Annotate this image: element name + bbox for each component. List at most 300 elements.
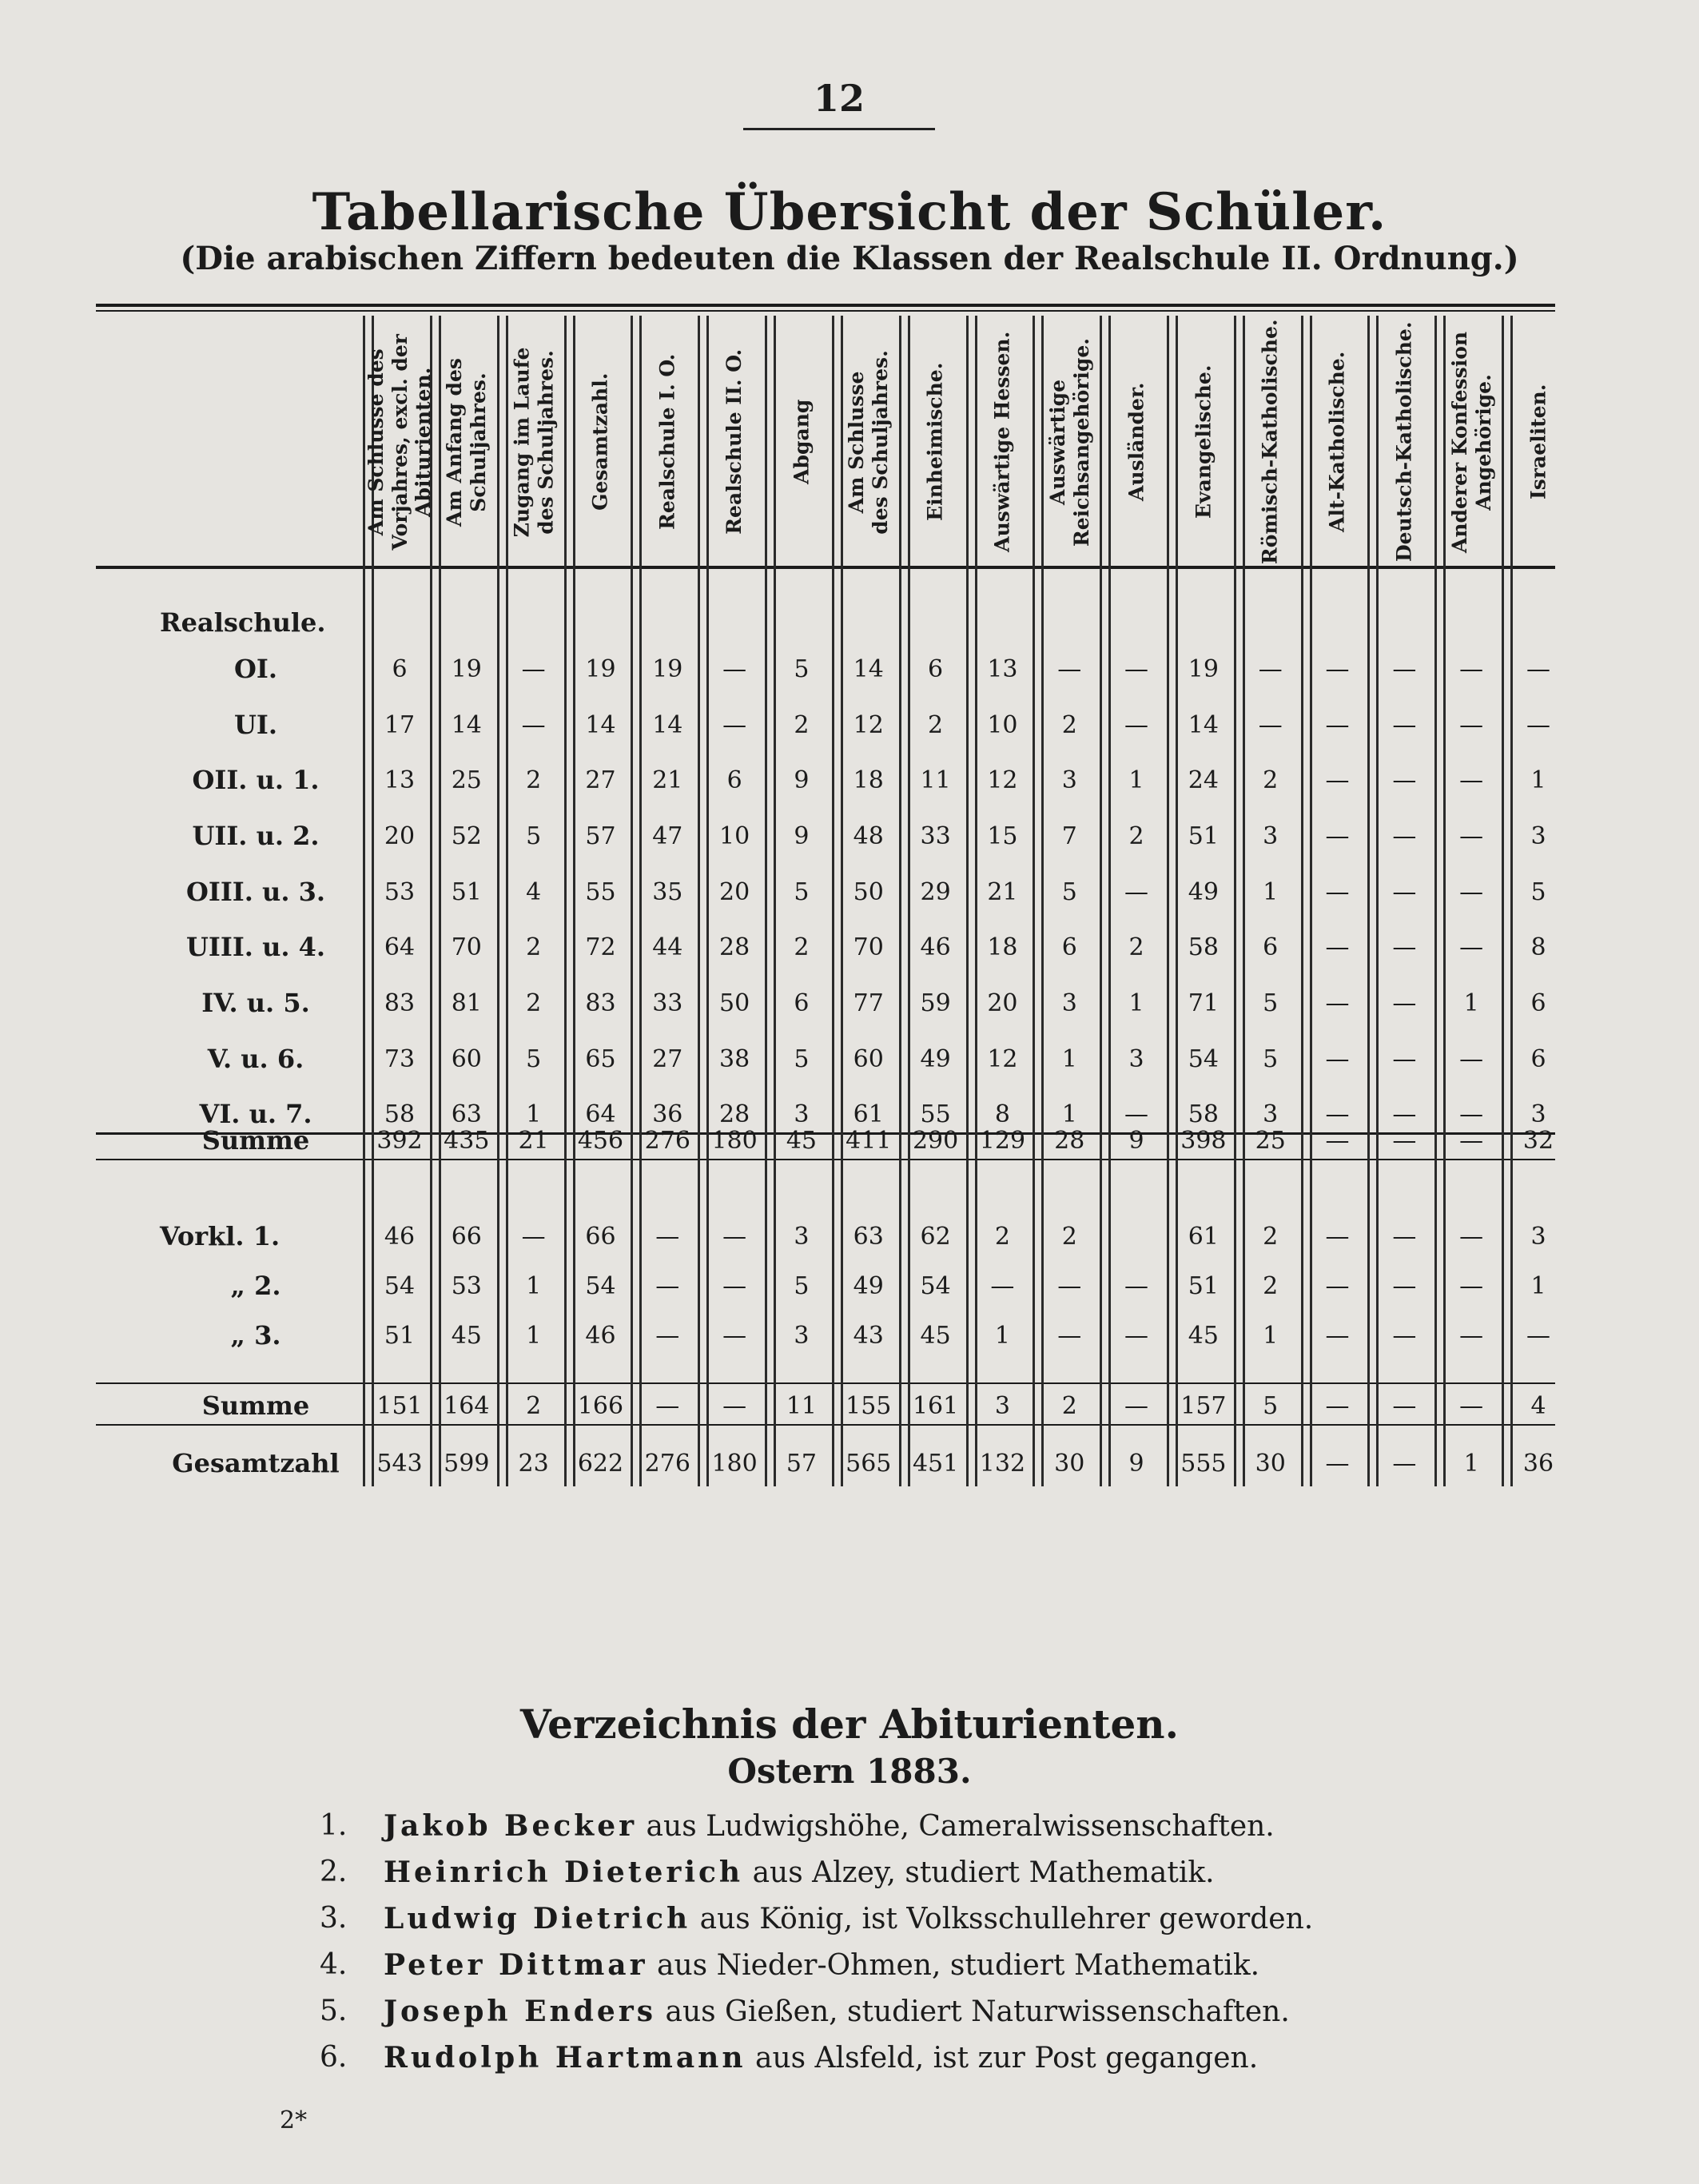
table-cell: 13 — [987, 655, 1018, 683]
table-cell: 11 — [786, 1392, 818, 1420]
table-top-rule — [96, 304, 1555, 307]
abiturienten-subtitle: Ostern 1883. — [727, 1752, 972, 1791]
column-header — [502, 326, 566, 558]
column-header-line: Israeliten. — [1526, 384, 1550, 500]
column-header-line: Am Schlusse — [845, 371, 869, 513]
table-row-label: VI. u. 7. — [199, 1099, 312, 1129]
table-cell: 6 — [1061, 933, 1077, 961]
column-header — [770, 326, 834, 558]
column-header — [364, 326, 435, 558]
table-cell: 12 — [987, 1045, 1018, 1073]
abiturient-name: Jakob Becker — [384, 1809, 638, 1843]
table-cell: — — [1459, 1100, 1484, 1128]
table-cell: 3 — [1530, 822, 1546, 850]
table-cell: 51 — [384, 1322, 416, 1350]
table-cell: 64 — [585, 1100, 616, 1128]
table-cell: — — [1057, 1322, 1082, 1350]
table-cell: 14 — [585, 711, 616, 739]
page-number: 12 — [813, 77, 865, 120]
table-cell: — — [1392, 1223, 1417, 1251]
table-cell: — — [1325, 1045, 1350, 1073]
table-cell: 411 — [846, 1127, 892, 1155]
table-cell: — — [722, 1223, 747, 1251]
table-cell: — — [1325, 1127, 1350, 1155]
table-cell: 28 — [719, 933, 750, 961]
table-cell: 2 — [1128, 933, 1144, 961]
column-header — [1372, 321, 1436, 563]
column-header-line: Anderer Konfession — [1447, 331, 1471, 553]
table-cell: 132 — [979, 1450, 1026, 1478]
summe-bottom-rule — [96, 1159, 1555, 1160]
table-cell: — — [722, 1392, 747, 1420]
table-row-label: OI. — [234, 654, 277, 684]
table-row-label: V. u. 6. — [207, 1044, 304, 1074]
table-cell: 6 — [1530, 989, 1546, 1017]
table-cell: — — [1459, 711, 1484, 739]
table-cell: — — [1526, 1322, 1550, 1350]
table-cell: — — [1392, 933, 1417, 961]
abiturient-details: aus König, ist Volksschullehrer geworden. — [699, 1903, 1314, 1935]
abiturient-text — [384, 1948, 1259, 1982]
column-header — [1239, 319, 1303, 565]
table-cell: 71 — [1188, 989, 1219, 1017]
abiturient-number: 1. — [320, 1809, 348, 1842]
table-cell: 2 — [1263, 766, 1279, 794]
column-header — [904, 326, 968, 558]
abiturient-number: 5. — [320, 1995, 348, 2027]
table-cell: 81 — [451, 989, 482, 1017]
table-cell: 161 — [912, 1392, 959, 1420]
table-cell: 6 — [1530, 1045, 1546, 1073]
table-cell: 19 — [1188, 655, 1219, 683]
table-cell: 50 — [853, 878, 884, 906]
table-cell: 1 — [994, 1322, 1010, 1350]
column-header-line: Römisch-Katholische. — [1258, 319, 1282, 565]
table-cell: 24 — [1188, 766, 1219, 794]
table-cell: 49 — [1188, 878, 1219, 906]
table-cell: 72 — [585, 933, 616, 961]
table-cell: 3 — [1128, 1045, 1144, 1073]
table-cell: 3 — [1263, 1100, 1279, 1128]
table-cell: 19 — [652, 655, 683, 683]
table-cell: 49 — [853, 1272, 884, 1300]
table-cell: 180 — [711, 1127, 758, 1155]
abiturient-name: Rudolph Hartmann — [384, 2041, 746, 2075]
table-cell: 25 — [451, 766, 482, 794]
table-cell: 9 — [1128, 1127, 1144, 1155]
table-cell: 5 — [794, 655, 810, 683]
table-cell: 48 — [853, 822, 884, 850]
table-cell: 157 — [1180, 1392, 1227, 1420]
table-cell: 276 — [644, 1127, 690, 1155]
table-cell: — — [1459, 1392, 1484, 1420]
table-cell: 64 — [384, 933, 416, 961]
table-cell: 45 — [920, 1322, 951, 1350]
table-cell: 33 — [920, 822, 951, 850]
summe2-top-rule — [96, 1382, 1555, 1384]
table-cell: 63 — [451, 1100, 482, 1128]
table-cell: 25 — [1255, 1127, 1286, 1155]
table-cell: 622 — [577, 1450, 624, 1478]
table-cell: 9 — [794, 822, 810, 850]
column-header — [1104, 326, 1168, 558]
table-cell: 83 — [585, 989, 616, 1017]
table-cell: 5 — [794, 878, 810, 906]
table-cell: 44 — [652, 933, 683, 961]
table-row-label: OIII. u. 3. — [185, 877, 325, 907]
table-cell: 18 — [853, 766, 884, 794]
table-cell: — — [1392, 1272, 1417, 1300]
table-cell: 58 — [1188, 1100, 1219, 1128]
page-number-rule — [743, 128, 935, 130]
table-cell: 456 — [577, 1127, 624, 1155]
table-cell: 14 — [853, 655, 884, 683]
abiturient-details: aus Alsfeld, ist zur Post gegangen. — [754, 2042, 1259, 2075]
table-cell: 60 — [451, 1045, 482, 1073]
table-cell: 451 — [912, 1450, 959, 1478]
table-cell: 35 — [652, 878, 683, 906]
table-title: Tabellarische Übersicht der Schüler. — [312, 182, 1387, 242]
table-row-label: UI. — [233, 710, 277, 740]
table-cell: 54 — [920, 1272, 951, 1300]
table-cell: 36 — [652, 1100, 683, 1128]
table-cell: 2 — [1061, 1223, 1077, 1251]
abiturient-number: 6. — [320, 2041, 348, 2074]
table-cell: 28 — [1054, 1127, 1085, 1155]
table-cell: 6 — [726, 766, 742, 794]
table-cell: 58 — [384, 1100, 416, 1128]
table-cell: — — [521, 711, 546, 739]
table-cell: 1 — [1530, 1272, 1546, 1300]
table-cell: 57 — [786, 1450, 818, 1478]
abiturient-details: aus Alzey, studiert Mathematik. — [752, 1856, 1215, 1889]
table-cell: — — [1124, 1322, 1149, 1350]
table-cell: 52 — [451, 822, 482, 850]
table-cell: 51 — [1188, 822, 1219, 850]
table-cell: 10 — [987, 711, 1018, 739]
column-header — [1172, 326, 1235, 558]
table-cell: 43 — [853, 1322, 884, 1350]
table-cell: 5 — [526, 1045, 542, 1073]
table-cell: 14 — [652, 711, 683, 739]
table-cell: 10 — [719, 822, 750, 850]
table-cell: 6 — [794, 989, 810, 1017]
signature-mark: 2* — [280, 2106, 308, 2134]
table-cell: 61 — [1188, 1223, 1219, 1251]
table-cell: 2 — [526, 766, 542, 794]
table-cell: 61 — [853, 1100, 884, 1128]
table-cell: 1 — [1463, 1450, 1479, 1478]
table-cell: 1 — [1263, 1322, 1279, 1350]
table-cell: 5 — [1263, 1045, 1279, 1073]
table-cell: 3 — [1061, 766, 1077, 794]
table-cell: 11 — [920, 766, 951, 794]
column-header-line: Auswärtige Hessen. — [990, 331, 1014, 553]
table-cell: — — [1526, 711, 1550, 739]
table-cell: 27 — [652, 1045, 683, 1073]
table-cell: 3 — [1530, 1100, 1546, 1128]
gesamtzahl-row-label: Gesamtzahl — [172, 1448, 340, 1478]
table-cell: 55 — [920, 1100, 951, 1128]
table-cell: 1 — [1530, 766, 1546, 794]
vorklasse-row-label: „ 3. — [230, 1320, 281, 1351]
table-cell: 77 — [853, 989, 884, 1017]
table-cell: 51 — [451, 878, 482, 906]
table-cell: 2 — [1061, 1392, 1077, 1420]
table-cell: — — [1459, 1223, 1484, 1251]
table-cell: 2 — [794, 711, 810, 739]
column-header-line: Zugang im Laufe — [510, 347, 534, 537]
table-cell: — — [1325, 1100, 1350, 1128]
column-header — [1306, 326, 1370, 558]
table-cell: 30 — [1054, 1450, 1085, 1478]
table-cell: — — [1392, 766, 1417, 794]
table-cell: 73 — [384, 1045, 416, 1073]
column-header — [435, 326, 499, 558]
column-header-line: Einheimische. — [923, 362, 947, 522]
table-cell: 19 — [585, 655, 616, 683]
table-cell: 3 — [794, 1100, 810, 1128]
column-header — [837, 326, 901, 558]
vorklasse-row-label: Vorkl. 1. — [160, 1221, 281, 1251]
table-cell: 151 — [376, 1392, 423, 1420]
table-cell: 12 — [853, 711, 884, 739]
summe2-row-label: Summe — [201, 1390, 310, 1421]
table-cell: — — [722, 1322, 747, 1350]
table-cell: 59 — [920, 989, 951, 1017]
table-cell: 15 — [987, 822, 1018, 850]
table-cell: 13 — [384, 766, 416, 794]
table-cell: 21 — [987, 878, 1018, 906]
table-cell: 83 — [384, 989, 416, 1017]
table-cell: 3 — [794, 1322, 810, 1350]
table-cell: — — [1057, 655, 1082, 683]
column-header-line: Realschule I. O. — [655, 353, 679, 531]
table-cell: 14 — [451, 711, 482, 739]
table-cell: 155 — [846, 1392, 892, 1420]
table-cell: — — [722, 1272, 747, 1300]
column-header-line: Angehörige. — [1471, 373, 1495, 511]
column-header-line: Realschule II. O. — [722, 349, 746, 535]
table-cell: 1 — [1263, 878, 1279, 906]
table-cell: 53 — [384, 878, 416, 906]
table-cell: 14 — [1188, 711, 1219, 739]
table-cell: — — [722, 711, 747, 739]
table-cell: 46 — [384, 1223, 416, 1251]
table-cell: — — [1459, 1322, 1484, 1350]
table-row-label: UII. u. 2. — [192, 821, 320, 851]
column-header-line: Schuljahres. — [466, 372, 490, 512]
table-cell: 54 — [585, 1272, 616, 1300]
table-cell: 2 — [526, 1392, 542, 1420]
column-header-line: Deutsch-Katholische. — [1392, 321, 1416, 563]
table-cell: — — [1258, 711, 1283, 739]
abiturient-number: 4. — [320, 1948, 348, 1981]
table-cell: — — [1124, 878, 1149, 906]
abiturient-name: Ludwig Dietrich — [384, 1902, 691, 1935]
table-cell: 62 — [920, 1223, 951, 1251]
table-cell: 12 — [987, 766, 1018, 794]
table-cell: 2 — [994, 1223, 1010, 1251]
column-header — [1506, 326, 1570, 558]
column-header-line: Am Anfang des — [443, 357, 467, 527]
table-cell: 45 — [786, 1127, 818, 1155]
table-cell: 46 — [585, 1322, 616, 1350]
table-cell: 66 — [585, 1223, 616, 1251]
table-cell: 5 — [1061, 878, 1077, 906]
column-header — [1439, 326, 1503, 558]
table-cell: — — [1392, 1392, 1417, 1420]
table-top-rule-thin — [96, 310, 1555, 312]
abiturient-details: aus Ludwigshöhe, Cameralwissenschaften. — [646, 1810, 1275, 1843]
table-cell: — — [1392, 1045, 1417, 1073]
table-cell: — — [1325, 766, 1350, 794]
table-cell: — — [1392, 655, 1417, 683]
column-header — [1037, 326, 1101, 558]
table-cell: — — [521, 655, 546, 683]
table-cell: 3 — [1263, 822, 1279, 850]
section-label: Realschule. — [160, 607, 326, 638]
table-cell: 5 — [1530, 878, 1546, 906]
table-cell: — — [1392, 822, 1417, 850]
table-cell: 276 — [644, 1450, 690, 1478]
table-cell: 28 — [719, 1100, 750, 1128]
table-cell: — — [655, 1322, 680, 1350]
table-cell: — — [990, 1272, 1015, 1300]
table-cell: — — [1459, 766, 1484, 794]
table-cell: 45 — [1188, 1322, 1219, 1350]
table-cell: — — [655, 1223, 680, 1251]
table-cell: 129 — [979, 1127, 1026, 1155]
table-cell: 435 — [444, 1127, 490, 1155]
table-cell: 2 — [928, 711, 944, 739]
column-header — [635, 326, 699, 558]
table-cell: — — [655, 1392, 680, 1420]
table-cell: 2 — [794, 933, 810, 961]
table-cell: 47 — [652, 822, 683, 850]
table-cell: 55 — [585, 878, 616, 906]
table-cell: 70 — [451, 933, 482, 961]
table-cell: 543 — [376, 1450, 423, 1478]
table-cell: — — [1325, 655, 1350, 683]
table-cell: 4 — [526, 878, 542, 906]
table-row-label: OII. u. 1. — [192, 765, 320, 795]
table-cell: 2 — [1128, 822, 1144, 850]
table-cell: 180 — [711, 1450, 758, 1478]
table-cell: 21 — [518, 1127, 549, 1155]
column-header-line: Alt-Katholische. — [1325, 351, 1349, 533]
abiturient-details: aus Nieder-Ohmen, studiert Mathematik. — [657, 1949, 1260, 1982]
table-row-label: IV. u. 5. — [201, 988, 310, 1018]
column-header-line: Vorjahres, excl. der — [388, 333, 412, 551]
column-header-line: Am Schlusse des — [364, 348, 388, 535]
table-cell: 6 — [392, 655, 408, 683]
table-cell: 1 — [1128, 989, 1144, 1017]
table-cell: — — [1459, 933, 1484, 961]
table-cell: — — [1392, 1322, 1417, 1350]
table-cell: — — [1392, 711, 1417, 739]
table-cell: 20 — [987, 989, 1018, 1017]
table-cell: — — [1459, 1045, 1484, 1073]
table-cell: 30 — [1255, 1450, 1286, 1478]
table-cell: 2 — [526, 933, 542, 961]
table-cell: — — [1124, 1392, 1149, 1420]
table-cell: — — [1459, 1272, 1484, 1300]
table-cell: 8 — [994, 1100, 1010, 1128]
column-header — [702, 326, 766, 558]
abiturienten-title: Verzeichnis der Abiturienten. — [519, 1701, 1180, 1748]
table-cell: 57 — [585, 822, 616, 850]
table-cell: — — [1325, 1322, 1350, 1350]
table-cell: — — [1258, 655, 1283, 683]
table-cell: 555 — [1180, 1450, 1227, 1478]
table-cell: 21 — [652, 766, 683, 794]
table-cell: 164 — [444, 1392, 490, 1420]
table-cell: 1 — [526, 1322, 542, 1350]
table-cell: 7 — [1061, 822, 1077, 850]
table-cell: — — [1392, 1127, 1417, 1155]
abiturient-name: Joseph Enders — [384, 1995, 657, 2028]
abiturient-number: 2. — [320, 1856, 348, 1888]
table-cell: — — [1325, 1223, 1350, 1251]
table-cell: — — [1124, 655, 1149, 683]
table-cell: 1 — [1128, 766, 1144, 794]
abiturient-details: aus Gießen, studiert Naturwissenschaften. — [665, 1995, 1290, 2028]
table-cell: 66 — [451, 1223, 482, 1251]
table-cell: 5 — [1263, 1392, 1279, 1420]
table-cell: — — [1325, 822, 1350, 850]
summe2-bottom-rule — [96, 1424, 1555, 1426]
table-cell: — — [1325, 711, 1350, 739]
table-cell: 166 — [577, 1392, 624, 1420]
table-cell: 6 — [1263, 933, 1279, 961]
table-cell: 1 — [526, 1272, 542, 1300]
table-cell: 70 — [853, 933, 884, 961]
table-cell: 2 — [1263, 1223, 1279, 1251]
column-header-line: Reichsangehörige. — [1069, 337, 1093, 547]
abiturient-text — [384, 1809, 1275, 1843]
table-cell: — — [1459, 1127, 1484, 1155]
abiturient-text — [384, 2041, 1258, 2075]
table-cell: 19 — [451, 655, 482, 683]
column-header — [568, 326, 632, 558]
column-header-line: Abgang — [790, 399, 814, 485]
table-cell: 53 — [451, 1272, 482, 1300]
table-cell: 49 — [920, 1045, 951, 1073]
table-cell: — — [1392, 989, 1417, 1017]
table-cell: — — [1392, 1450, 1417, 1478]
abiturient-number: 3. — [320, 1902, 348, 1935]
table-cell: — — [1392, 878, 1417, 906]
column-header-line: des Schuljahres. — [868, 349, 892, 535]
abiturient-text — [384, 1856, 1215, 1889]
abiturient-text — [384, 1902, 1313, 1935]
table-cell: 565 — [846, 1450, 892, 1478]
table-cell: — — [1124, 711, 1149, 739]
table-cell: 20 — [719, 878, 750, 906]
table-cell: 54 — [1188, 1045, 1219, 1073]
table-cell: 3 — [794, 1223, 810, 1251]
table-cell: 3 — [994, 1392, 1010, 1420]
table-cell: 1 — [1061, 1100, 1077, 1128]
table-cell: 5 — [794, 1272, 810, 1300]
table-cell: 1 — [1061, 1045, 1077, 1073]
table-cell: 46 — [920, 933, 951, 961]
column-header — [970, 326, 1034, 558]
table-cell: 8 — [1530, 933, 1546, 961]
table-cell: — — [1526, 655, 1550, 683]
table-cell: 290 — [912, 1127, 959, 1155]
